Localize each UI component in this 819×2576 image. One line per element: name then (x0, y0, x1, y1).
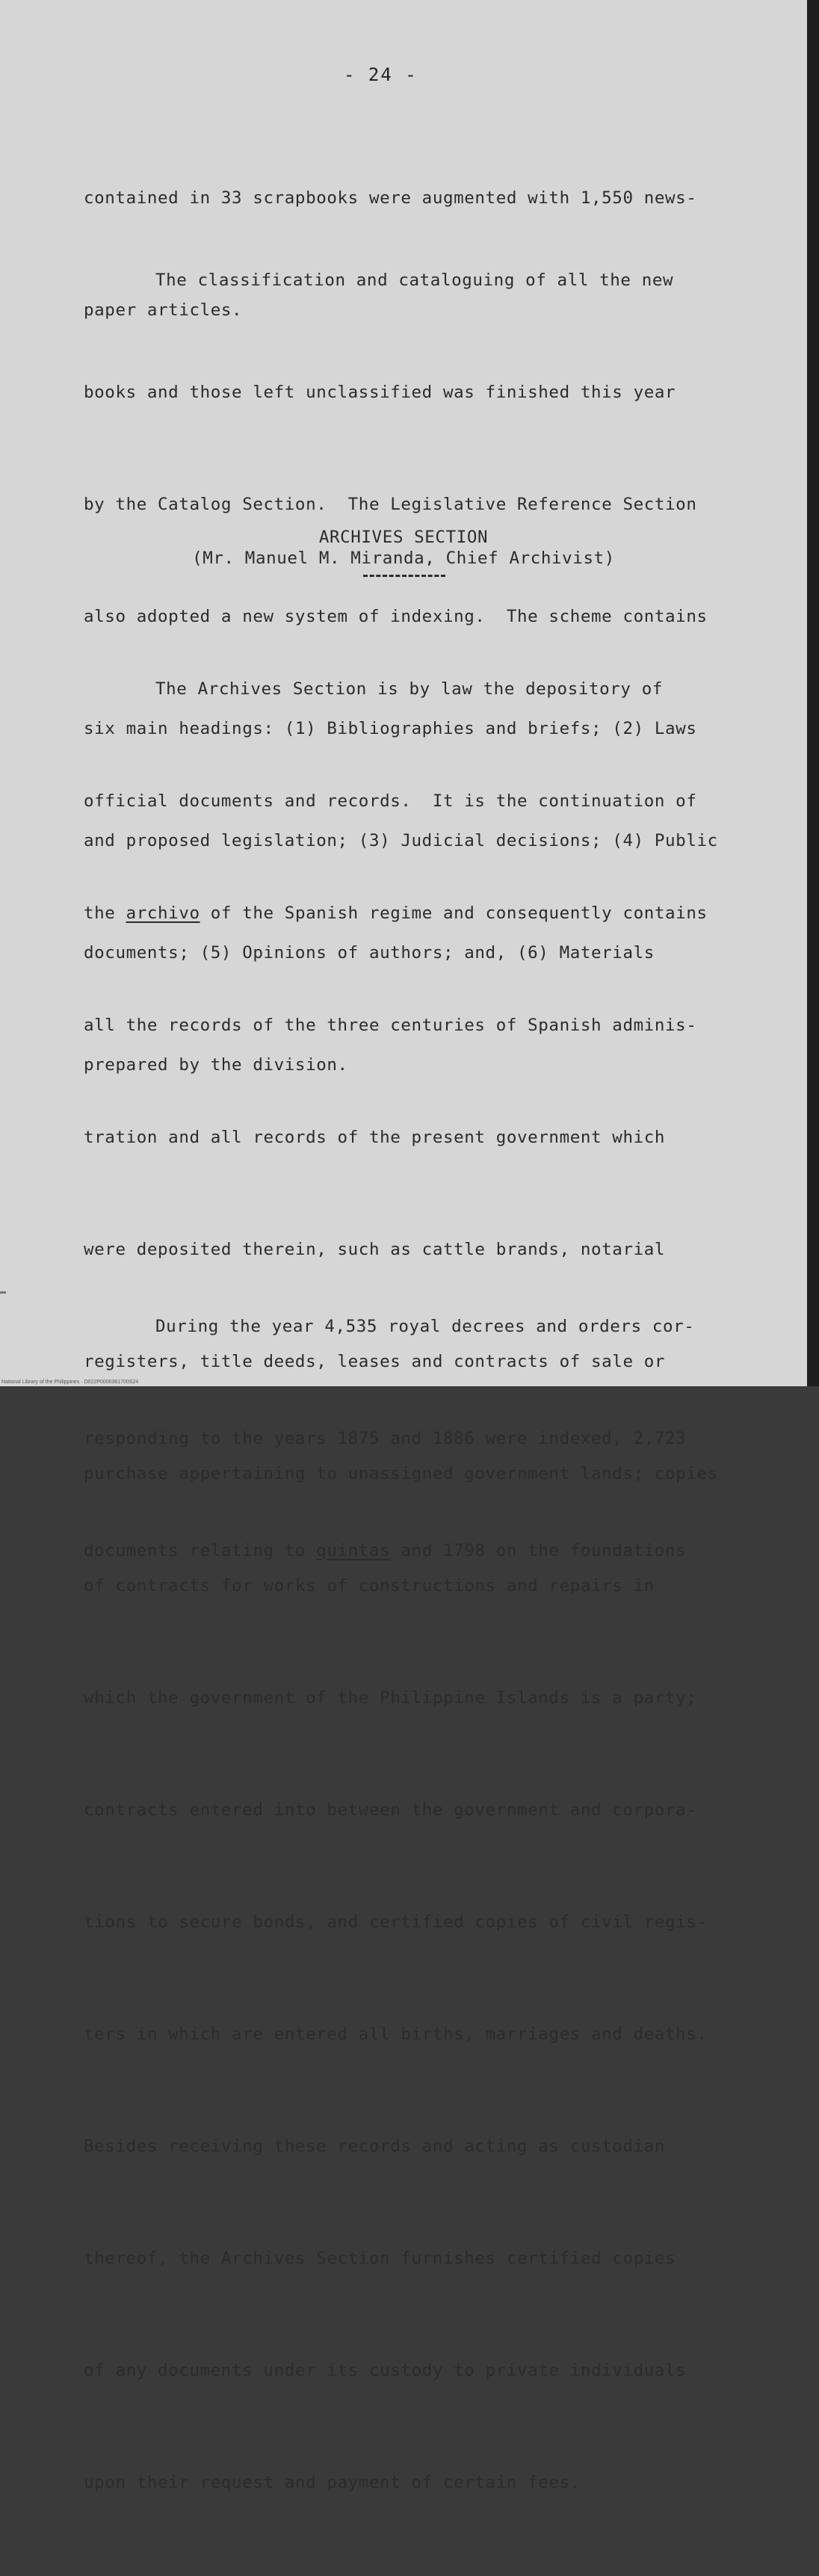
underlined-term: quintas (316, 1541, 391, 1560)
text-line: The classification and cataloguing of all the new (155, 271, 674, 290)
text-line: prepared by the division. (84, 1055, 348, 1075)
section-title: ARCHIVES SECTION (318, 528, 489, 547)
dashed-rule (363, 575, 445, 577)
text-run: documents relating to (84, 1541, 317, 1560)
underlined-term: archivo (126, 904, 200, 923)
text-line: thereof, the Archives Section furnishes certified copies (84, 2249, 676, 2268)
text-line: of any documents under its custody to private individuals (84, 2361, 687, 2380)
text-line: all the records of the three centuries of Spanish adminis- (84, 1016, 697, 1035)
text-line: also adopted a new system of indexing. The scheme contains (84, 607, 708, 626)
text-line: were deposited therein, such as cattle brands, notarial (84, 1240, 666, 1259)
text-line: of contracts for works of constructions and repairs in (84, 1576, 655, 1596)
scan-credit: National Library of the Philippines · D022P0000361700S24 (1, 1380, 139, 1385)
text-line: contracts entered into between the government and corpora- (84, 1800, 697, 1820)
text-line: tration and all records of the present government which (84, 1128, 666, 1147)
text-line: purchase appertaining to unassigned government lands; copies (84, 1464, 718, 1483)
page-number: - 24 - (344, 64, 418, 85)
text-line (84, 1532, 779, 1569)
text-line: upon their request and payment of certain fees. (84, 2473, 581, 2492)
text-line: official documents and records. It is the continuation of (84, 791, 697, 811)
text-line: paper articles. (84, 300, 243, 320)
text-line: tions to secure bonds, and certified copies of civil regis- (84, 1912, 708, 1932)
margin-mark (0, 1291, 6, 1294)
text-line: ters in which are entered all births, marriages and deaths. (84, 2024, 708, 2044)
text-line: and proposed legislation; (3) Judicial decisions; (4) Public (84, 831, 718, 850)
text-run: and 1798 on the foundations (390, 1541, 687, 1560)
text-line: six main headings: (1) Bibliographies and briefs; (2) Laws (84, 719, 697, 738)
text-line: registers, title deeds, leases and contracts of sale or (84, 1352, 666, 1371)
text-line: by the Catalog Section. The Legislative Reference Section (84, 495, 697, 514)
text-run: of the Spanish regime and consequently contains (200, 904, 708, 923)
text-line: The Archives Section is by law the depository of (155, 679, 664, 699)
section-subtitle: (Mr. Manuel M. Miranda, Chief Archivist) (192, 549, 615, 568)
text-line: responding to the years 1875 and 1886 were indexed, 2,723 (84, 1429, 687, 1448)
text-line: books and those left unclassified was finished this year (84, 383, 676, 402)
text-line: which the government of the Philippine Islands is a party; (84, 1688, 697, 1708)
paragraph-indexing (84, 1233, 779, 1644)
text-run: the (84, 904, 126, 923)
scan-edge (807, 0, 819, 1386)
text-line: documents; (5) Opinions of authors; and, (6) Materials (84, 943, 655, 963)
text-line: Besides receiving these records and acting as custodian (84, 2137, 666, 2156)
text-line: During the year 4,535 royal decrees and orders cor- (155, 1317, 695, 1336)
text-line: contained in 33 scrapbooks were augmented with 1,550 news- (84, 188, 697, 208)
text-line (84, 895, 779, 932)
